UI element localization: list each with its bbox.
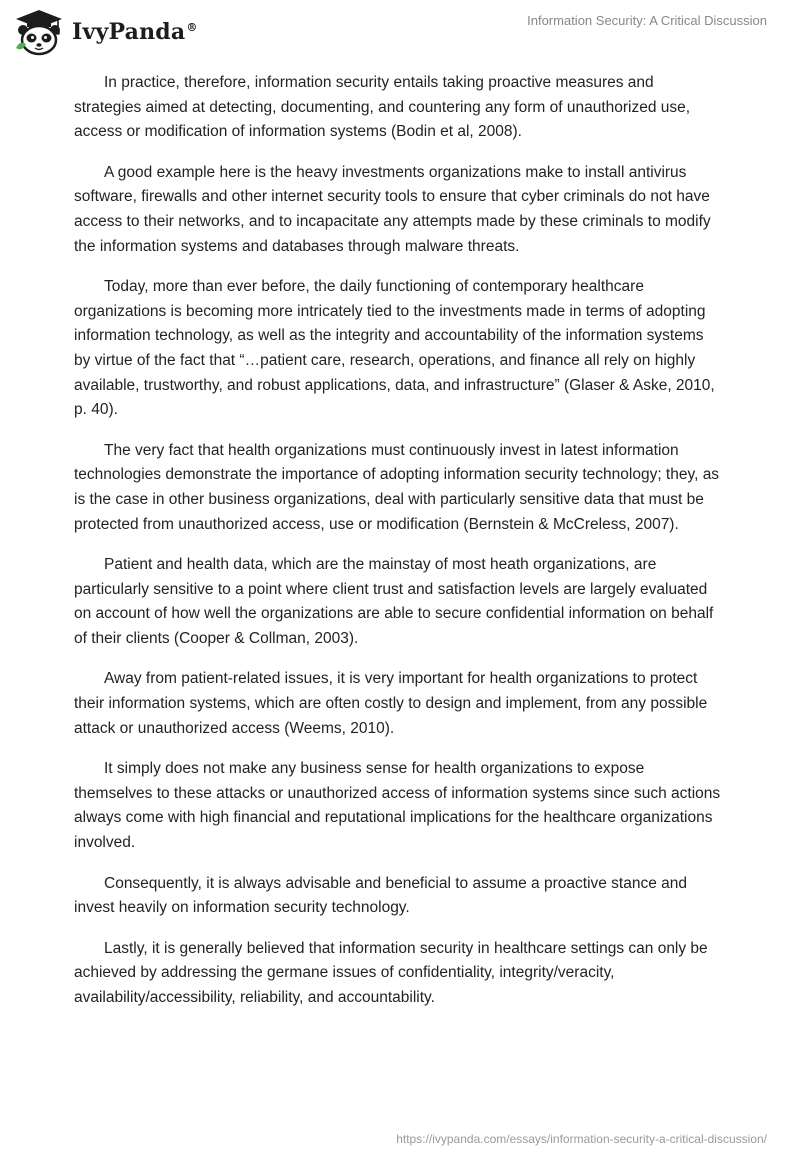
essay-body <box>74 71 724 1027</box>
brand-logo[interactable] <box>14 8 198 56</box>
document-title: Information Security: A Critical Discussion <box>527 13 767 28</box>
panda-graduate-icon <box>14 8 64 56</box>
brand-name <box>72 19 198 45</box>
brand-wordmark: IvyPanda <box>72 19 186 45</box>
paragraph: It simply does not make any business sense for health organizations to expose themselves to these attacks or unauthorized access of information systems since such actions always come with high financial and reputational implications for the healthcare organizations involved. <box>74 760 721 852</box>
paragraph: Away from patient-related issues, it is very important for health organizations to protect their information systems, which are often costly to design and implement, from any possible attack or unauthorized access (Weems, 2010). <box>74 670 708 737</box>
paragraph: Consequently, it is always advisable and beneficial to assume a proactive stance and invest heavily on information security technology. <box>74 874 688 917</box>
registered-mark: ® <box>186 20 198 34</box>
paragraph: In practice, therefore, information security entails taking proactive measures and strategies aimed at detecting, documenting, and countering any form of unauthorized use, access or modification of information systems (Bodin et al, 2008). <box>74 74 691 141</box>
page-header <box>0 0 800 60</box>
source-url[interactable]: https://ivypanda.com/essays/information-security-a-critical-discussion/ <box>396 1132 767 1146</box>
paragraph: Today, more than ever before, the daily functioning of contemporary healthcare organizations is becoming more intricately tied to the investments made in terms of adopting information technology, as well as the integrity and accountability of the information systems by virtue of the fact that “…patient care, research, operations, and finance all rely on highly available, trustworthy, and robust applications, data, and infrastructure” (Glaser & Aske, 2010, p. 40). <box>74 278 715 419</box>
paragraph: The very fact that health organizations must continuously invest in latest information technologies demonstrate the importance of adopting information security technology; they, as is the case in other business organizations, deal with particularly sensitive data that must be protected from unauthorized access, use or modification (Bernstein & McCreless, 2007). <box>74 441 720 533</box>
paragraph: Patient and health data, which are the mainstay of most heath organizations, are particularly sensitive to a point where client trust and satisfaction levels are largely evaluated on account of how well the organizations are able to secure confidential information on behalf of their clients (Cooper & Collman, 2003). <box>74 556 714 647</box>
paragraph: A good example here is the heavy investments organizations make to install antivirus software, firewalls and other internet security tools to ensure that cyber criminals do not have access to their networks, and to incapacitate any attempts made by these criminals to modify the information systems and databases through malware threats. <box>74 163 711 255</box>
paragraph: Lastly, it is generally believed that information security in healthcare settings can only be achieved by addressing the germane issues of confidentiality, integrity/veracity, availability/accessibility, reliability, and accountability. <box>74 939 708 1006</box>
